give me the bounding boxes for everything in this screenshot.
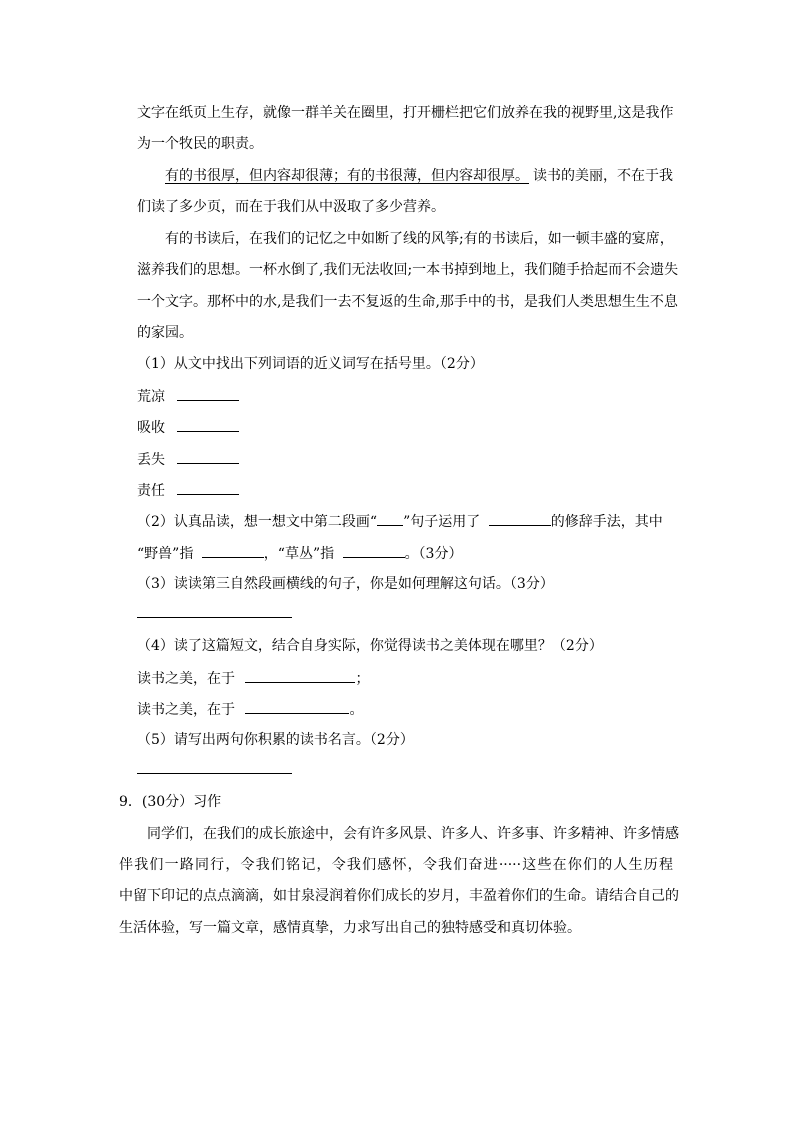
q4-label: 读书之美，在于 (137, 702, 235, 718)
q9-line1: 同学们，在我们的成长旅途中，会有许多风景、许多人、许多事、许多精神、许多情感 (147, 826, 679, 842)
passage-p3-line1: 有的书读后，在我们的记忆之中如断了线的风筝;有的书读后，如一顿丰盛的宴席， (165, 231, 674, 247)
passage-p1-line2: 为一个牧民的职责。 (137, 136, 263, 152)
passage-p2-line2: 们读了多少页，而在于我们从中汲取了多少营养。 (137, 199, 445, 215)
answer-blank[interactable] (489, 511, 551, 526)
passage-p3-line3: 一个文字。那杯中的水,是我们一去不复返的生命,那手中的书，是我们人类思想生生不息 (137, 294, 678, 310)
q9-line3: 中留下印记的点点滴滴，如甘泉浸润着你们成长的岁月，丰盈着你们的生命。请结合自己的 (119, 888, 679, 904)
answer-blank[interactable] (177, 480, 239, 495)
q9-line2: 伴我们一路同行，令我们铭记，令我们感怀，令我们奋进·····这些在你们的人生历程 (119, 857, 673, 873)
q1-word-label: 责任 (137, 483, 165, 499)
q2-text-e: ，“草丛”指 (263, 546, 335, 562)
answer-blank[interactable] (177, 449, 239, 464)
q2-text-c: 的修辞手法，其中 (550, 514, 663, 530)
passage-p3-line4: 的家园。 (137, 325, 193, 341)
q9-heading: 9．(30分）习作 (119, 794, 222, 810)
answer-blank[interactable] (343, 543, 405, 558)
q1-prompt: （1）从文中找出下列词语的近义词写在括号里。（2分） (137, 356, 484, 372)
q1-word-label: 荒凉 (137, 389, 165, 405)
q2-text-a: （2）认真品读，想一想文中第二段画“ (137, 514, 378, 530)
q4-label: 读书之美，在于 (137, 671, 235, 687)
answer-blank[interactable] (245, 668, 355, 683)
q1-word-row (137, 386, 239, 407)
answer-line[interactable] (137, 773, 292, 774)
q4-prompt: （4）读了这篇短文，结合自身实际，你觉得读书之美体现在哪里？（2分） (137, 638, 603, 654)
q4-punct: ； (355, 671, 370, 687)
passage-p2-line1 (165, 166, 673, 186)
passage-p1-line1: 文字在纸页上生存，就像一群羊关在圈里，打开栅栏把它们放养在我的视野里,这是我作 (137, 105, 674, 121)
answer-blank[interactable] (377, 511, 403, 526)
passage-p3-line2: 滋养我们的思想。一杯水倒了,我们无法收回;一本书掉到地上，我们随手拾起而不会遗失 (137, 262, 679, 278)
q4-answer-row (137, 699, 363, 720)
q2-text-f: 。（3分） (404, 546, 463, 562)
answer-line[interactable] (137, 617, 292, 618)
q4-answer-row (137, 668, 369, 689)
q4-punct: 。 (349, 702, 364, 718)
q2-line1 (137, 511, 663, 532)
q5-prompt: （5）请写出两句你积累的读书名言。（2分） (137, 732, 414, 748)
q2-line2 (137, 543, 462, 564)
underlined-sentence: 有的书很厚，但内容却很薄；有的书很薄，但内容却很厚。 (165, 168, 529, 184)
answer-blank[interactable] (177, 386, 239, 401)
q1-word-row (137, 417, 239, 438)
q1-word-row (137, 449, 239, 470)
passage-p2-rest: 读书的美丽，不在于我 (533, 168, 673, 184)
q3-prompt: （3）读读第三自然段画横线的句子，你是如何理解这句话。（3分） (137, 576, 554, 592)
answer-blank[interactable] (177, 417, 239, 432)
answer-blank[interactable] (202, 543, 264, 558)
q1-word-label: 吸收 (137, 420, 165, 436)
q1-word-label: 丢失 (137, 452, 165, 468)
q1-word-row (137, 480, 239, 501)
q9-line4: 生活体验，写一篇文章，感情真挚，力求写出自己的独特感受和真切体验。 (119, 920, 581, 936)
q2-text-d: “野兽”指 (137, 546, 194, 562)
q2-text-b: ”句子运用了 (403, 514, 481, 530)
answer-blank[interactable] (245, 699, 349, 714)
